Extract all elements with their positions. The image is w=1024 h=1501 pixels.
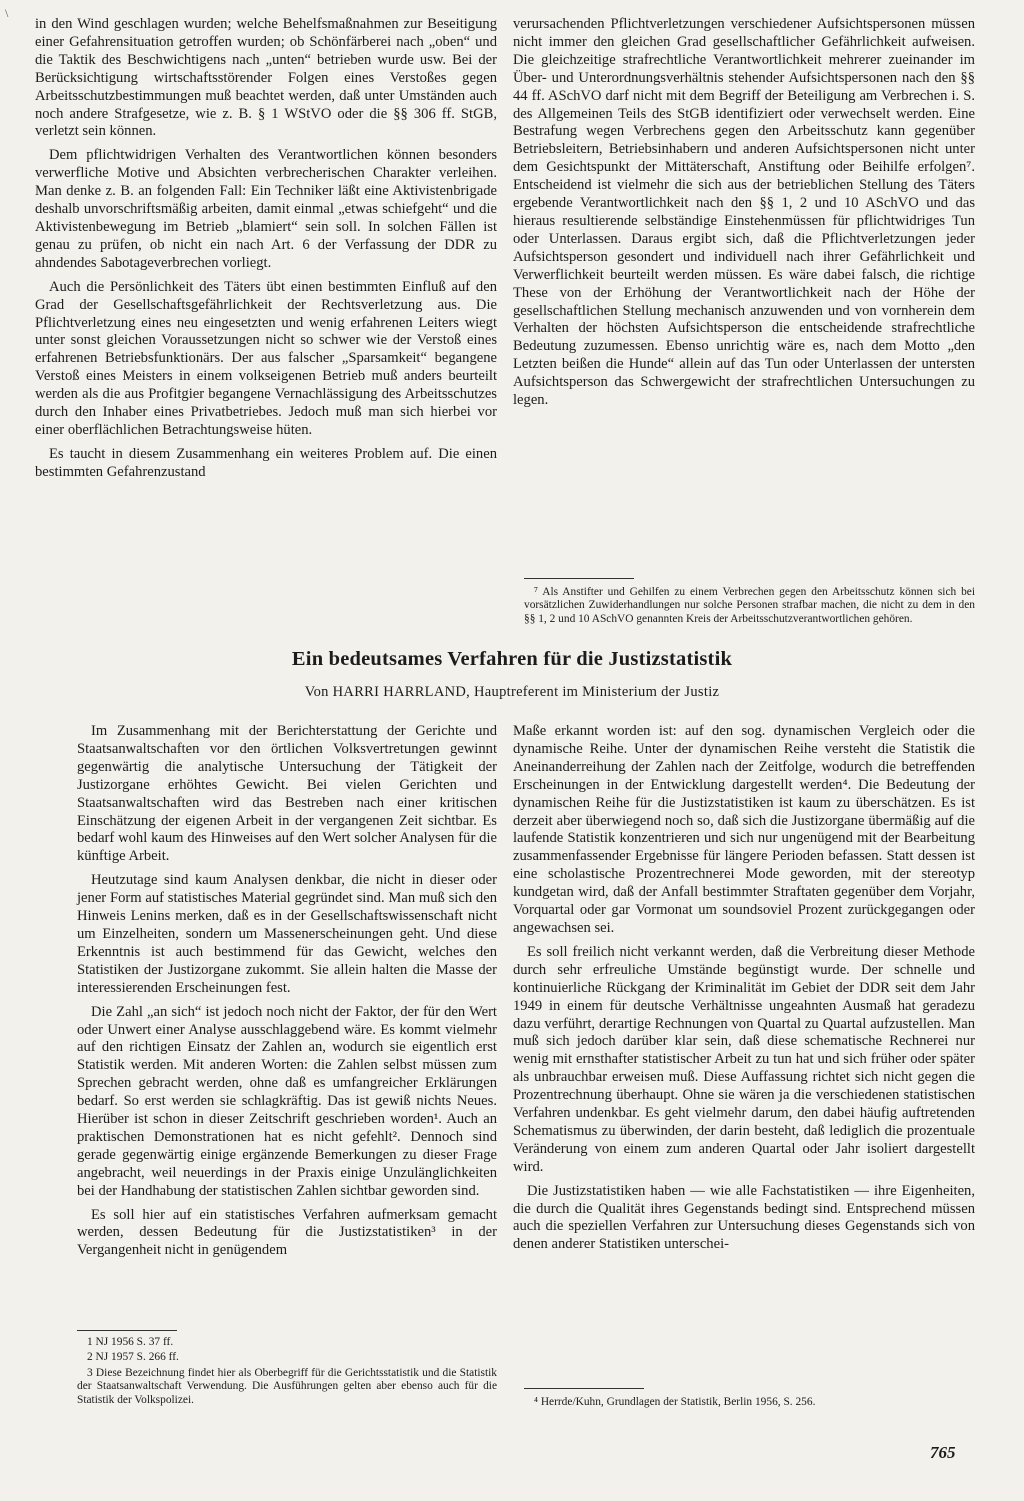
footnote: ⁴ Herrde/Kuhn, Grundlagen der Statistik, Berlin 1956, S. 256. xyxy=(534,1396,816,1408)
footnote-rule xyxy=(524,578,634,579)
bottom-left-footnotes xyxy=(77,1336,497,1409)
paragraph: Es soll hier auf ein statistisches Verfahren aufmerksam gemacht werden, dessen Bedeutung für die Justizstatistiken³ in der Vergangenheit nicht in genügendem xyxy=(77,1206,497,1259)
footnote-rule xyxy=(77,1330,177,1331)
paragraph: Es taucht in diesem Zusammenhang ein weiteres Problem auf. Die einen bestimmten Gefahrenzustand xyxy=(35,445,497,480)
bottom-left-column xyxy=(77,723,497,1266)
paragraph: Dem pflichtwidrigen Verhalten des Verantwortlichen können besonders verwerfliche Motive und Absichten verbrecherischen Charakter verleihen. Man denke z. B. an folgenden Fall: Ein Techniker läßt eine Aktivistenbrigade deshalb unvorschriftsmäßig arbeiten, damit einmal „etwas schiefgeht“ und die Aktivistenbewegung im Betrieb „blamiert“ sein soll. In solchen Fällen ist genau zu prüfen, ob nicht ein nach Art. 6 der Verfassung der DDR zu ahndendes Sabotageverbrechen vorliegt. xyxy=(35,147,497,271)
paragraph: Die Zahl „an sich“ ist jedoch noch nicht der Faktor, der für den Wert oder Unwert einer Analyse ausschlaggebend wäre. Es kommt vielmehr auf den richtigen Einsatz der Zahlen an, wodurch sie eigentlich erst Statistik werden. Mit anderen Worten: die Zahlen selbst müssen zum Sprechen gebracht werden, ohne daß es umfangreicher Erklärungen bedarf. So erst werden sie schlagkräftig. Das ist gewiß nichts Neues. Hierüber ist schon in dieser Zeitschrift geschrieben worden¹. Auch an praktischen Demonstrationen hat es nicht gefehlt². Dennoch sind gerade gegenwärtig einige ergänzende Bemerkungen zu dieser Frage angebracht, weil neuerdings in der Praxis einige Unzulänglichkeiten bei der Handhabung der statistischen Zahlen sichtbar geworden sind. xyxy=(77,1003,497,1199)
top-right-footnotes xyxy=(524,586,975,628)
footnote: 3 Diese Bezeichnung findet hier als Oberbegriff für die Gerichtsstatistik und die Statistik der Staatsanwaltschaft Verwendung. Die Ausführungen gelten aber ebenso auch für die Statistik der Volkspolizei. xyxy=(77,1366,497,1406)
paragraph: Im Zusammenhang mit der Berichterstattung der Gerichte und Staatsanwaltschaften vor den örtlichen Volksvertretungen gewinnt gegenwärtig die analytische Untersuchung der Tätigkeit der Justizorgane erhöhtes Gewicht. Bei vielen Gerichten und Staatsanwaltschaften wird das Bestreben nach einer kritischen Einschätzung der eigenen Arbeit in der vergangenen Zeit sichtbar. Es bedarf wohl kaum des Hinweises auf den Wert solcher Analysen für die künftige Arbeit. xyxy=(77,723,497,865)
paragraph: Heutzutage sind kaum Analysen denkbar, die nicht in dieser oder jener Form auf statistisches Material gegründet sind. Man muß sich den Hinweis Lenins merken, daß es in der Gesellschaftswissenschaft nicht um Einzelheiten, sondern um Massenerscheinungen geht. Und diese Erkenntnis ist auch bestimmend für das Gewicht, welches den Statistiken der Justizorgane zukommt. Sie allein halten die Masse der interessierenden Erscheinungen fest. xyxy=(77,872,497,996)
page-number: 765 xyxy=(930,1443,956,1462)
top-right-column xyxy=(513,16,975,416)
paragraph: Es soll freilich nicht verkannt werden, daß die Verbreitung dieser Methode durch sehr erfreuliche Umstände begünstigt wurde. Der schnelle und kontinuierliche Rückgang der Kriminalität im Gebiet der DDR seit dem Jahr 1949 in einem für deutsche Verhältnisse ungeahnten Ausmaß hat geradezu dazu verführt, derartige Rechnungen von Quartal zu Quartal aufzustellen. Man muß sich jedoch darüber klar sein, daß diese schematische Rechnerei nur wenig mit ernsthafter statistischer Arbeit zu tun hat und sich früher oder später als unbrauchbar erweisen muß. Diese Auffassung richtet sich nicht gegen die Prozentrechnung überhaupt. Ohne sie wären ja die verschiedenen statistischen Verfahren undenkbar. Es geht vielmehr darum, den dabei häufig auftretenden Schematismus zu überwinden, der darin besteht, daß lediglich die prozentuale Veränderung von einem zum anderen Quartal oder Jahr isoliert dargestellt wird. xyxy=(513,943,975,1175)
article-title: Ein bedeutsames Verfahren für die Justizstatistik xyxy=(291,648,733,670)
paragraph: verursachenden Pflichtverletzungen verschiedener Aufsichtspersonen müssen nicht immer den gleichen Grad gesellschaftlicher Gefährlichkeit aufweisen. Die gleichzeitige strafrechtliche Verantwortlichkeit mehrerer zueinander im Über- und Unterordnungsverhältnis stehender Aufsichtspersonen nach den §§ 44 ff. ASchVO darf nicht mit dem Begriff der Beteiligung am Verbrechen i. S. des Allgemeinen Teils des StGB identifiziert oder verwechselt werden. Eine Bestrafung wegen Verbrechens gegen den Arbeitsschutz kann gegenüber Betriebsleitern, Betriebsinhabern und anderen Aufsichtspersonen nicht unter dem Gesichtspunkt der Mittäterschaft, Anstiftung oder Beihilfe erfolgen⁷. Entscheidend ist vielmehr die sich aus der betrieblichen Stellung des Täters ergebende Verantwortlichkeit nach den §§ 1, 2 und 10 ASchVO und das hieraus resultierende selbständige Einstehenmüssen für pflichtwidriges Tun oder Unterlassen. Daraus ergibt sich, daß die Pflichtverletzungen jeder Aufsichtsperson gesondert und individuell nach ihrer Gefährlichkeit und Verwerflichkeit beurteilt werden müssen. Es wäre dabei falsch, die richtige These von der Erhöhung der Verantwortlichkeit nach der Höhe der gesellschaftlichen Stellung mechanisch anzuwenden und von vornherein dem Verhalten der höchsten Aufsichtsperson die entscheidende strafrechtliche Bedeutung zuzumessen. Ebenso unrichtig wäre es, nach dem Motto „den Letzten beißen die Hunde“ allein auf das Tun oder Unterlassen der untersten Aufsichtsperson das Schwergewicht der strafrechtlichen Untersuchungen zu legen. xyxy=(513,16,975,409)
footnote: ⁷ Als Anstifter und Gehilfen zu einem Verbrechen gegen den Arbeitsschutz können sich bei vorsätzlichen Zuwiderhandlungen nur solche Personen strafbar machen, die nicht zu dem in den §§ 1, 2 und 10 ASchVO genannten Kreis der Arbeitsschutzverantwortlichen gehören. xyxy=(524,586,975,625)
paragraph: Maße erkannt worden ist: auf den sog. dynamischen Vergleich oder die dynamische Reihe. Unter der dynamischen Reihe versteht die Statistik die Aneinanderreihung der Zahlen nach der Zeitfolge, wodurch die betreffenden Erscheinungen in der Entwicklung dargestellt werden⁴. Die Bedeutung der dynamischen Reihe für die Justizstatistiken ist kaum zu überschätzen. Es ist derzeit aber überwiegend noch so, daß sich die Justizorgane übermäßig auf die laufende Statistik konzentrieren und sich nur ungenügend mit der Bearbeitung zusammenfassender Ergebnisse für längere Perioden befassen. Statt dessen ist eine scholastische Prozentrechnerei Mode geworden, mit der stereotyp kundgetan wird, daß der Anfall bestimmter Straftaten gegenüber dem Vorjahr, Vorquartal oder gar Vormonat um soundsoviel Prozent zurückgegangen oder angewachsen sei. xyxy=(513,723,975,936)
footnote: 1 NJ 1956 S. 37 ff. xyxy=(87,1336,174,1348)
footnote-rule xyxy=(524,1388,644,1389)
corner-mark: \ xyxy=(5,6,9,20)
paragraph: Auch die Persönlichkeit des Täters übt einen bestimmten Einfluß auf den Grad der Gesellschaftsgefährlichkeit der Rechtsverletzung aus. Die Pflichtverletzung eines neu eingesetzten und wenig erfahrenen Leiters wiegt unter sonst gleichen Voraussetzungen nicht so schwer wie der Verstoß eines erfahrenen Betriebsfunktionärs. Der aus falscher „Sparsamkeit“ begangene Verstoß eines Meisters in einem volkseigenen Betrieb muß anders beurteilt werden als die aus Profitgier begangene Vernachlässigung des Arbeitsschutzes durch den Inhaber eines Privatbetriebes. Jedoch muß man sich hierbei vor einer oberflächlichen Betrachtungsweise hüten. xyxy=(35,278,497,438)
footnote: 2 NJ 1957 S. 266 ff. xyxy=(87,1351,179,1364)
paragraph: Die Justizstatistiken haben — wie alle Fachstatistiken — ihre Eigenheiten, die durch die Qualität ihres Gegenstands bedingt sind. Entsprechend müssen auch die speziellen Verfahren zur Untersuchung dieses Gegenstands sich von denen anderer Statistiken unterschei- xyxy=(513,1182,975,1253)
bottom-right-column xyxy=(513,723,975,1260)
top-left-column xyxy=(35,16,497,488)
paragraph: in den Wind geschlagen wurden; welche Behelfsmaßnahmen zur Beseitigung einer Gefahrensituation getroffen wurden; ob Schönfärberei nach „oben“ und die Taktik des Beschwichtigens nach „unten“ betrieben wurde usw. Bei der Berücksichtigung wirtschaftsstörender Folgen eines Verstoßes gegen Arbeitsschutzbestimmungen muß beachtet werden, daß unter Umständen auch noch andere Strafgesetze, wie z. B. § 1 WStVO oder die §§ 306 ff. StGB, verletzt sein können. xyxy=(35,16,497,140)
article-byline: Von HARRI HARRLAND, Hauptreferent im Ministerium der Justiz xyxy=(304,684,720,700)
bottom-right-footnotes xyxy=(524,1396,975,1411)
